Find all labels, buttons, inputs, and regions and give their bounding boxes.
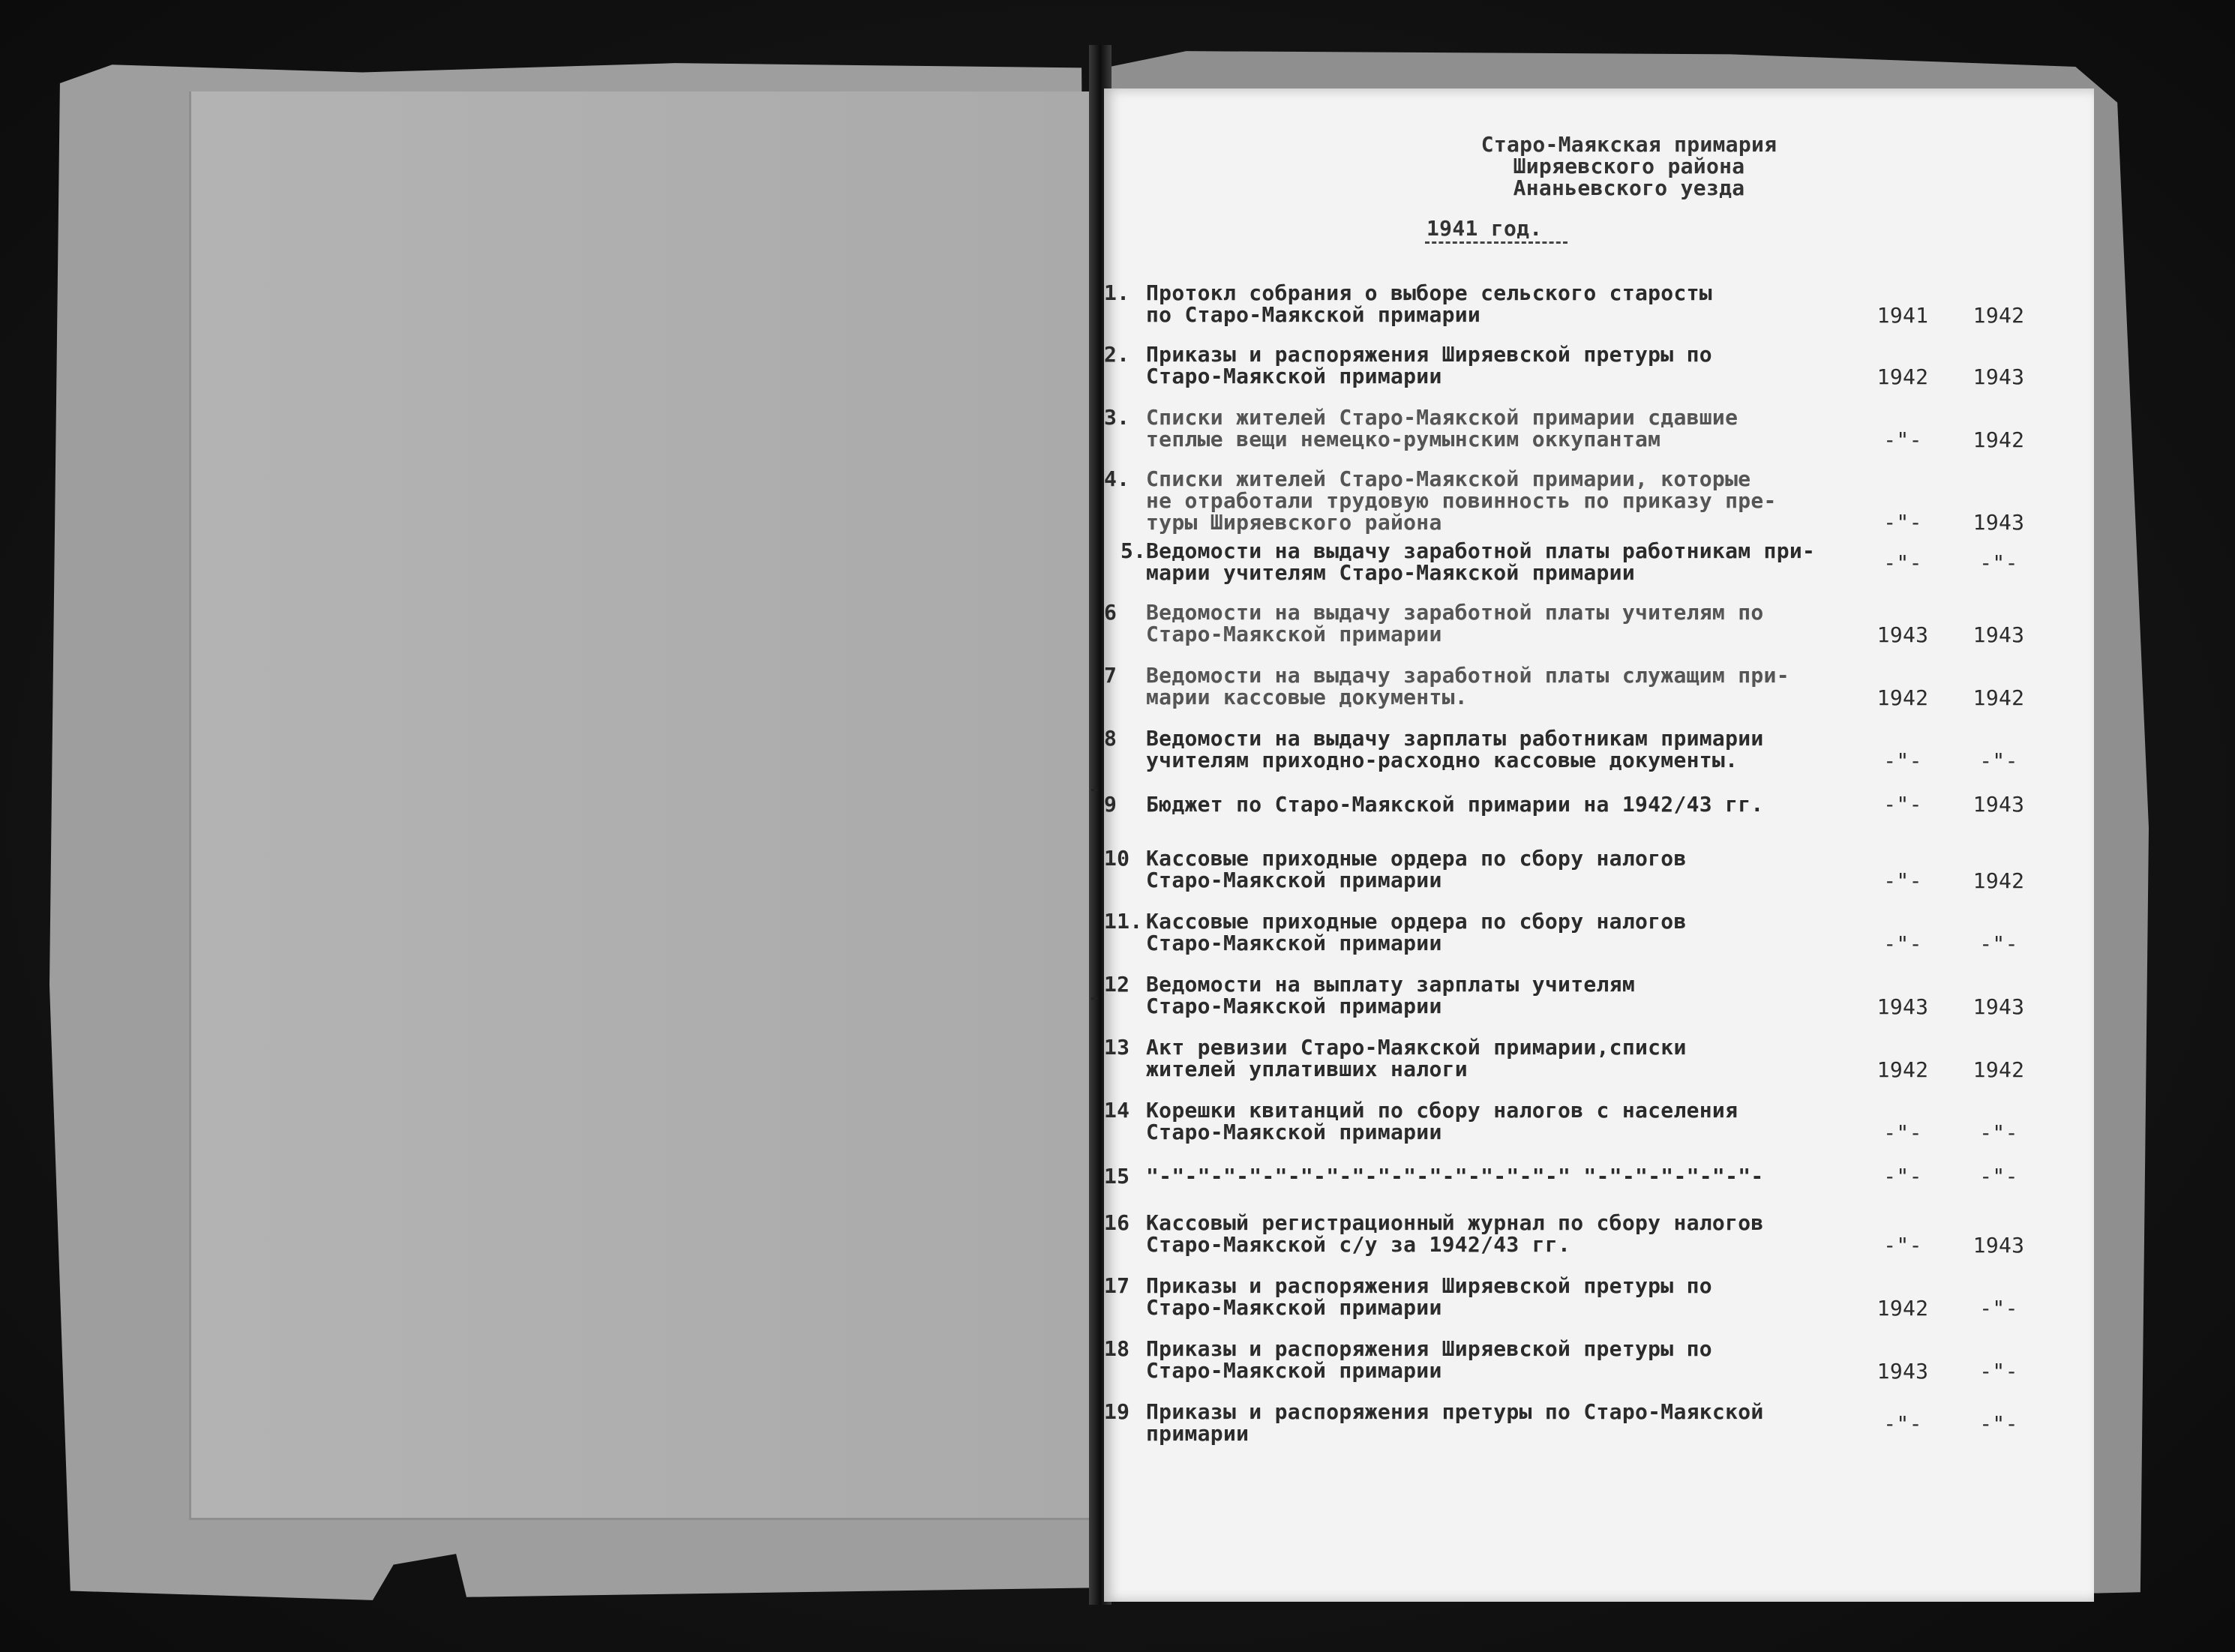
year-underline — [1425, 241, 1568, 244]
row-year-end: -"- — [1979, 1296, 2018, 1321]
row-description: Протокл собрания о выборе сельского старосты по Старо-Маякской примарии — [1146, 280, 1712, 327]
row-description: Ведомости на выдачу заработной платы учителям по Старо-Маякской примарии — [1146, 600, 1764, 646]
row-number: 19 — [1104, 1399, 1130, 1424]
row-number: 17 — [1104, 1273, 1130, 1298]
row-number: 4. — [1104, 466, 1130, 491]
row-number: 14 — [1104, 1098, 1130, 1123]
row-year-end: 1942 — [1972, 868, 2025, 893]
row-year-start: -"- — [1883, 1120, 1922, 1145]
row-year-start: 1943 — [1876, 1359, 1929, 1384]
row-year-start: 1942 — [1876, 685, 1929, 710]
year-title: 1941 год. — [1426, 216, 1543, 241]
row-number: 9 — [1104, 792, 1118, 817]
row-year-end: 1942 — [1972, 303, 2025, 328]
row-year-start: -"- — [1883, 748, 1922, 773]
row-number: 3. — [1104, 405, 1130, 430]
row-year-end: -"- — [1979, 550, 2018, 575]
document-header — [1104, 133, 2094, 199]
row-description: Бюджет по Старо-Маякской примарии на 1942/43 гг. — [1146, 792, 1764, 817]
row-number: 12 — [1104, 972, 1130, 997]
row-number: 5. — [1120, 538, 1147, 563]
row-description: Кассовый регистрационный журнал по сбору налогов Старо-Маякской с/у за 1942/43 гг. — [1146, 1210, 1764, 1257]
row-year-end: 1943 — [1972, 792, 2025, 817]
row-description: Кассовые приходные ордера по сбору налогов Старо-Маякской примарии — [1146, 909, 1687, 955]
inventory-document — [1104, 88, 2094, 1602]
row-year-end: 1943 — [1972, 510, 2025, 535]
row-year-start: -"- — [1883, 427, 1922, 452]
row-description: Ведомости на выдачу зарплаты работникам примарии учителям приходно-расходно кассовые документы. — [1146, 726, 1764, 772]
row-description: Приказы и распоряжения Ширяевской претуры по Старо-Маякской примарии — [1146, 1336, 1712, 1383]
row-description: Приказы и распоряжения Ширяевской претуры по Старо-Маякской примарии — [1146, 342, 1712, 388]
row-year-end: 1942 — [1972, 1057, 2025, 1082]
row-number: 8 — [1104, 726, 1118, 751]
header-line-3: Ананьевского уезда — [1513, 175, 1745, 200]
row-year-end: -"- — [1979, 1120, 2018, 1145]
left-blank-page — [189, 91, 1096, 1520]
row-year-end: -"- — [1979, 931, 2018, 956]
row-description: "-"-"-"-"-"-"-"-"-"-"-"-"-"-"-"-" "-"-"-"-"-"-"- — [1146, 1164, 1764, 1189]
inventory-page — [1104, 88, 2094, 1602]
row-number: 1. — [1104, 280, 1130, 305]
row-number: 2. — [1104, 342, 1130, 367]
row-year-start: -"- — [1883, 931, 1922, 956]
row-number: 16 — [1104, 1210, 1130, 1235]
row-year-end: -"- — [1979, 1411, 2018, 1436]
row-number: 6 — [1104, 600, 1118, 625]
row-description: Ведомости на выплату зарплаты учителям Старо-Маякской примарии — [1146, 972, 1635, 1018]
row-number: 18 — [1104, 1336, 1130, 1361]
spine-mark — [1091, 789, 1097, 791]
row-year-start: 1942 — [1876, 1057, 1929, 1082]
header-line-2: Ширяевского района — [1513, 154, 1745, 178]
header-line-1: Старо-Маякская примария — [1480, 132, 1778, 157]
row-description: Списки жителей Старо-Маякской примарии, которые не отработали трудовую повинность по приказу пре- туры Ширяевского района — [1146, 466, 1777, 535]
row-year-start: -"- — [1883, 510, 1922, 535]
spine-mark — [1091, 997, 1097, 1000]
row-number: 15 — [1104, 1164, 1130, 1189]
row-year-start: 1942 — [1876, 1296, 1929, 1321]
row-description: Корешки квитанций по сбору налогов с населения Старо-Маякской примарии — [1146, 1098, 1738, 1144]
row-year-end: 1942 — [1972, 685, 2025, 710]
row-year-end: -"- — [1979, 1164, 2018, 1189]
row-description: Ведомости на выдачу заработной платы служащим при- марии кассовые документы. — [1146, 663, 1790, 709]
row-year-start: -"- — [1883, 792, 1922, 817]
row-year-end: 1943 — [1972, 364, 2025, 389]
row-year-end: 1942 — [1972, 427, 2025, 452]
row-year-end: -"- — [1979, 748, 2018, 773]
row-year-start: -"- — [1883, 550, 1922, 575]
row-description: Ведомости на выдачу заработной платы работникам при- марии учителям Старо-Маякской примарии — [1146, 538, 1816, 585]
row-year-start: -"- — [1883, 868, 1922, 893]
row-number: 10 — [1104, 846, 1130, 871]
row-year-end: 1943 — [1972, 622, 2025, 647]
row-year-start: 1943 — [1876, 994, 1929, 1019]
row-year-end: -"- — [1979, 1359, 2018, 1384]
row-number: 11. — [1104, 909, 1143, 934]
row-year-end: 1943 — [1972, 994, 2025, 1019]
row-year-start: -"- — [1883, 1164, 1922, 1189]
row-description: Кассовые приходные ордера по сбору налогов Старо-Маякской примарии — [1146, 846, 1687, 892]
row-year-start: -"- — [1883, 1233, 1922, 1258]
row-year-start: 1941 — [1876, 303, 1929, 328]
row-number: 13 — [1104, 1035, 1130, 1060]
left-page-surface — [191, 91, 1096, 1518]
row-year-start: -"- — [1883, 1411, 1922, 1436]
row-description: Списки жителей Старо-Маякской примарии сдавшие теплые вещи немецко-румынским оккупантам — [1146, 405, 1738, 451]
row-number: 7 — [1104, 663, 1118, 688]
row-description: Приказы и распоряжения Ширяевской претуры по Старо-Маякской примарии — [1146, 1273, 1712, 1320]
row-description: Акт ревизии Старо-Маякской примарии,списки жителей уплативших налоги — [1146, 1035, 1687, 1081]
row-year-end: 1943 — [1972, 1233, 2025, 1258]
row-year-start: 1942 — [1876, 364, 1929, 389]
row-year-start: 1943 — [1876, 622, 1929, 647]
row-description: Приказы и распоряжения претуры по Старо-Маякской примарии — [1146, 1399, 1764, 1446]
